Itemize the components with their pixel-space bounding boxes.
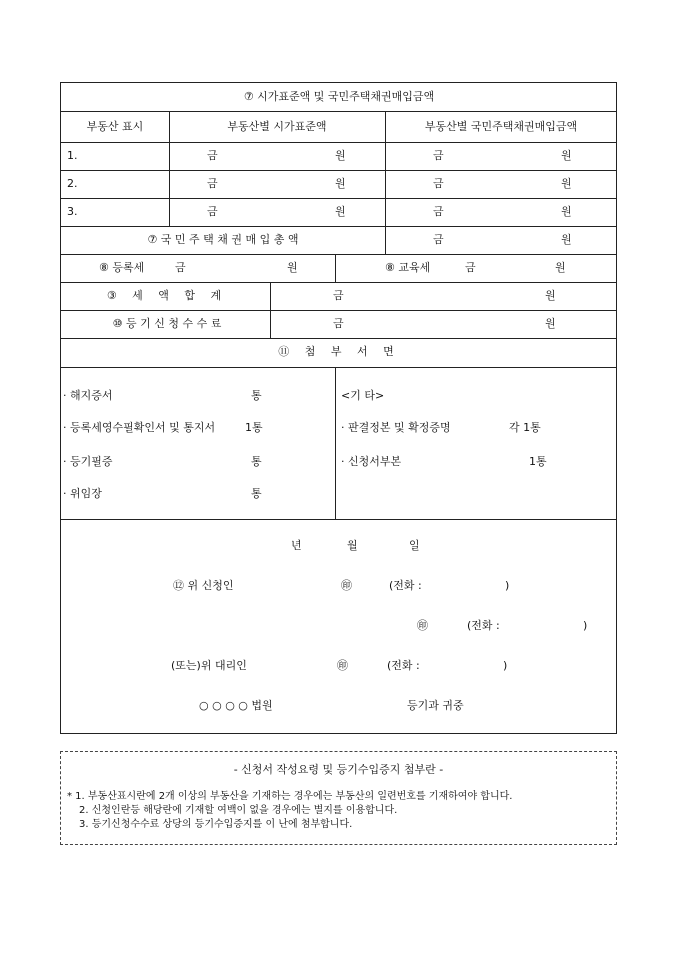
attachment-name: · 위임장 (63, 487, 102, 500)
col-property-header: 부동산 표시 (86, 120, 144, 133)
grid-line (61, 226, 616, 227)
bond-total-unit-prefix: 금 (433, 233, 444, 246)
price-unit-won: 원 (335, 205, 346, 218)
grid-line (385, 111, 386, 254)
grid-line (61, 310, 616, 311)
row-number: 3. (67, 205, 78, 218)
bond-unit-won: 원 (561, 177, 572, 190)
tax-total-unit: 원 (545, 289, 556, 302)
seal-mark: ㊞ (417, 619, 428, 632)
registry-office: 등기과 귀중 (407, 699, 464, 712)
price-unit-won-prefix: 금 (207, 149, 218, 162)
bond-unit-won: 원 (561, 205, 572, 218)
attachment-name: · 신청서부본 (341, 455, 402, 468)
registration-application-form (60, 82, 617, 734)
other-attachments-title: <기 타> (341, 389, 385, 402)
attachment-count: 각 1통 (509, 421, 541, 434)
grid-line (61, 338, 616, 339)
grid-line (61, 254, 616, 255)
bond-total-unit: 원 (561, 233, 572, 246)
attachment-name: · 판결정본 및 확정증명 (341, 421, 451, 434)
agent-label: (또는)위 대리인 (171, 659, 247, 672)
attachment-name: · 등록세영수필확인서 및 통지서 (63, 421, 216, 434)
grid-line (270, 282, 271, 338)
education-tax-unit: 원 (555, 261, 566, 274)
price-section-title: ⑦ 시가표준액 및 국민주택채권매입금액 (243, 90, 435, 103)
grid-line (169, 111, 170, 226)
phone-close: ) (503, 659, 508, 672)
instructions-title: - 신청서 작성요령 및 등기수입증지 첨부란 - (233, 763, 444, 776)
phone-close: ) (583, 619, 588, 632)
bond-unit-won-prefix: 금 (433, 177, 444, 190)
bond-total-label: ⑦ 국 민 주 택 채 권 매 입 총 액 (147, 233, 299, 246)
registration-tax-unit-prefix: 금 (175, 261, 186, 274)
seal-mark: ㊞ (337, 659, 348, 672)
grid-line (61, 519, 616, 520)
date-month: 월 (347, 539, 358, 552)
instruction-line: 3. 등기신청수수료 상당의 등기수입증지를 이 난에 첨부합니다. (79, 819, 353, 830)
instruction-line: * 1. 부동산표시란에 2개 이상의 부동산을 기재하는 경우에는 부동산의 일련번호를 기재하여야 합니다. (67, 791, 513, 802)
instructions-box (60, 751, 617, 845)
filing-fee-label: ⑩ 등 기 신 청 수 수 료 (112, 317, 222, 330)
price-unit-won: 원 (335, 149, 346, 162)
bond-unit-won: 원 (561, 149, 572, 162)
applicant-label: ⑫ 위 신청인 (173, 579, 234, 592)
price-unit-won-prefix: 금 (207, 177, 218, 190)
bond-unit-won-prefix: 금 (433, 149, 444, 162)
grid-line (61, 142, 616, 143)
phone-label: (전화 : (467, 619, 500, 632)
grid-line (61, 170, 616, 171)
bond-unit-won-prefix: 금 (433, 205, 444, 218)
grid-line (61, 111, 616, 112)
price-unit-won-prefix: 금 (207, 205, 218, 218)
phone-close: ) (505, 579, 510, 592)
attachment-count: 통 (251, 389, 262, 402)
education-tax-label: ⑧ 교육세 (385, 261, 431, 274)
education-tax-unit-prefix: 금 (465, 261, 476, 274)
seal-mark: ㊞ (341, 579, 352, 592)
attachments-title: ⑪ 첨 부 서 면 (278, 345, 400, 358)
row-number: 1. (67, 149, 78, 162)
phone-label: (전화 : (389, 579, 422, 592)
date-year: 년 (291, 539, 302, 552)
grid-line (61, 282, 616, 283)
court-name: ○ ○ ○ ○ 법원 (199, 699, 273, 712)
grid-line (335, 254, 336, 282)
row-number: 2. (67, 177, 78, 190)
tax-total-unit-prefix: 금 (333, 289, 344, 302)
col-price-header: 부동산별 시가표준액 (227, 120, 327, 133)
filing-fee-unit: 원 (545, 317, 556, 330)
date-day: 일 (409, 539, 420, 552)
registration-tax-unit: 원 (287, 261, 298, 274)
instruction-line: 2. 신청인란등 해당란에 기재할 여백이 없을 경우에는 별지를 이용합니다. (79, 805, 398, 816)
phone-label: (전화 : (387, 659, 420, 672)
grid-line (61, 367, 616, 368)
attachment-count: 1통 (529, 455, 547, 468)
grid-line (335, 367, 336, 519)
attachment-name: · 등기필증 (63, 455, 113, 468)
attachment-count: 통 (251, 455, 262, 468)
attachment-count: 1통 (245, 421, 263, 434)
grid-line (61, 198, 616, 199)
attachment-name: · 해지증서 (63, 389, 113, 402)
price-unit-won: 원 (335, 177, 346, 190)
attachment-count: 통 (251, 487, 262, 500)
filing-fee-unit-prefix: 금 (333, 317, 344, 330)
registration-tax-label: ⑧ 등록세 (99, 261, 145, 274)
col-bond-header: 부동산별 국민주택채권매입금액 (424, 120, 578, 133)
tax-total-label: ③ 세 액 합 계 (106, 289, 228, 302)
